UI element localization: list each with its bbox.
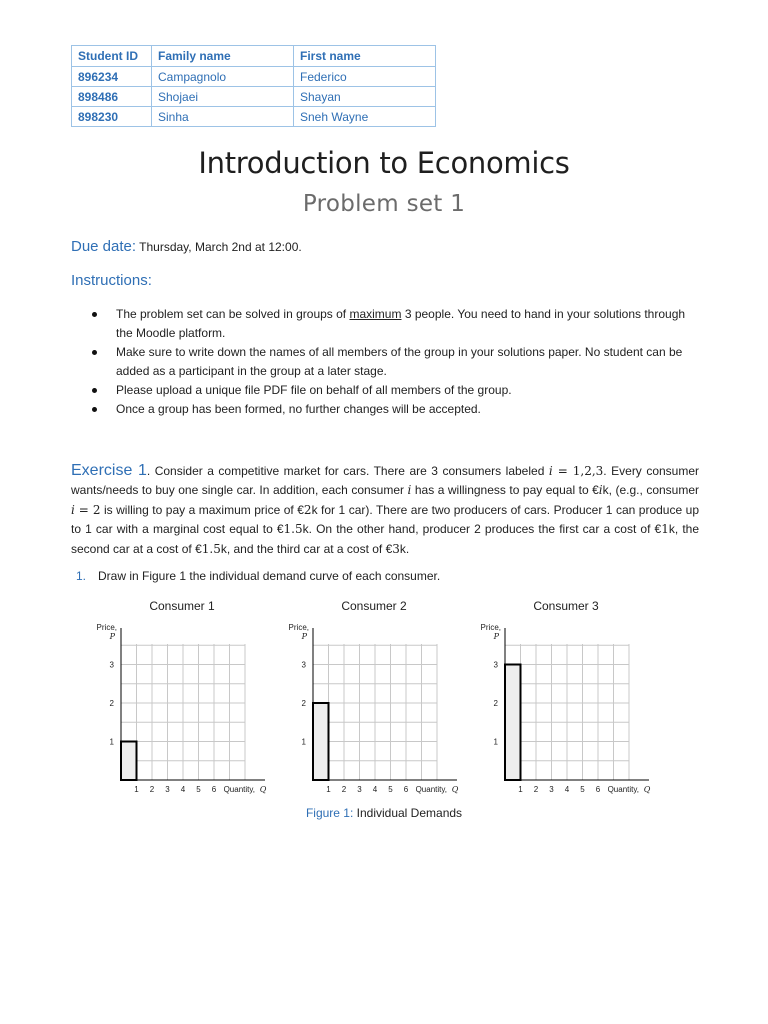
math-value: 1.5 <box>201 541 221 556</box>
exercise-text: k, and the third car at a cost of € <box>220 541 393 556</box>
table-header-row <box>72 46 436 67</box>
family-name-cell: Sinha <box>152 107 294 127</box>
bullet-icon <box>92 388 97 393</box>
x-axis-label: Quantity, <box>415 785 447 794</box>
y-axis-label-symbol: P <box>109 632 115 641</box>
y-axis-label: Price, <box>288 623 309 632</box>
due-date-label: Due date: <box>71 238 137 255</box>
x-axis-label-symbol: Q <box>451 785 459 794</box>
bullet-text: The problem set can be solved in groups of <box>116 307 350 321</box>
family-name-cell: Campagnolo <box>152 67 294 87</box>
due-date-text: Thursday, March 2nd at 12:00. <box>136 240 302 254</box>
bullet-text: Please upload a unique file PDF file on behalf of all members of the group. <box>116 383 512 397</box>
question-1 <box>76 569 440 583</box>
student-id-cell: 898486 <box>72 87 152 107</box>
list-item <box>90 343 700 381</box>
question-number: 1. <box>76 569 87 583</box>
y-tick-label: 3 <box>493 660 498 670</box>
first-name-cell: Sneh Wayne <box>294 107 436 127</box>
math-symbol: i <box>407 483 412 498</box>
exercise-text: has a willingness to pay equal to € <box>411 483 599 498</box>
math-value: = 2 <box>74 502 101 517</box>
instructions-heading: Instructions: <box>71 272 152 289</box>
exercise-text: k, (e.g., consumer <box>602 483 700 498</box>
header-first-name: First name <box>294 46 436 67</box>
bullet-icon <box>92 312 97 317</box>
underlined-word: maximum <box>349 307 402 321</box>
x-tick-label: 1 <box>518 785 523 794</box>
x-tick-label: 5 <box>388 785 393 794</box>
first-name-cell: Shayan <box>294 87 436 107</box>
math-value: = 1,2,3 <box>552 464 604 478</box>
student-id-cell: 896234 <box>72 67 152 87</box>
x-tick-label: 6 <box>211 785 217 794</box>
exercise-1-paragraph <box>71 461 699 559</box>
student-id-cell: 898230 <box>72 107 152 127</box>
exercise-text: is willing to pay a maximum price of € <box>100 502 304 517</box>
x-tick-label: 4 <box>564 785 570 794</box>
bullet-icon <box>92 350 97 355</box>
first-name-cell: Federico <box>294 67 436 87</box>
x-axis-label-symbol: Q <box>259 785 267 794</box>
table-row <box>72 107 436 127</box>
bullet-icon <box>92 407 97 412</box>
bullet-text: Once a group has been formed, no further changes will be accepted. <box>116 402 481 416</box>
figure-1-individual-demands <box>0 590 768 800</box>
y-axis-label: Price, <box>96 623 117 632</box>
exercise-text: . Consider a competitive market for cars. There are 3 consumers labeled <box>146 464 549 478</box>
bullet-text: Make sure to write down the names of all members of the group in your solutions paper. No student can be added as a participant in the group at a later stage. <box>116 345 683 378</box>
x-tick-label: 4 <box>180 785 186 794</box>
document-title: Introduction to Economics <box>198 146 570 180</box>
math-symbol: i <box>598 483 603 498</box>
chart-title: Consumer 2 <box>341 599 407 613</box>
y-tick-label: 1 <box>301 737 306 747</box>
x-axis-label-symbol: Q <box>643 785 651 794</box>
y-tick-label: 2 <box>493 699 498 708</box>
x-tick-label: 5 <box>196 785 201 794</box>
x-tick-label: 2 <box>149 785 155 794</box>
y-tick-label: 1 <box>493 737 498 747</box>
figure-caption-text: Individual Demands <box>353 806 463 820</box>
y-axis-label-symbol: P <box>301 632 307 641</box>
math-value: 1 <box>661 522 669 537</box>
x-tick-label: 2 <box>341 785 347 794</box>
exercise-text: k. <box>399 541 410 556</box>
students-table <box>71 45 436 127</box>
x-tick-label: 4 <box>372 785 378 794</box>
math-symbol: i <box>71 502 75 517</box>
header-student-id: Student ID <box>72 46 152 67</box>
exercise-text: k, the second car at a cost of € <box>71 522 699 556</box>
exercise-text: k. On the other hand, producer 2 produces the first car a cost of € <box>302 522 662 537</box>
instructions-list <box>90 305 700 419</box>
question-text: Draw in Figure 1 the individual demand curve of each consumer. <box>98 569 441 583</box>
demand-bar <box>505 665 521 781</box>
demand-bar <box>121 742 137 781</box>
chart-title: Consumer 3 <box>533 599 599 613</box>
exercise-label: Exercise 1 <box>71 462 147 479</box>
y-tick-label: 2 <box>301 699 306 708</box>
x-tick-label: 2 <box>533 785 539 794</box>
chart-title: Consumer 1 <box>149 599 215 613</box>
x-tick-label: 1 <box>326 785 331 794</box>
y-tick-label: 3 <box>301 660 306 670</box>
figure-caption-label: Figure 1: <box>305 806 354 820</box>
exercise-text: k for 1 car). There are two producers of cars. Producer 1 can produce up to 1 car with a marginal cost equal to € <box>71 502 699 537</box>
document-subtitle: Problem set 1 <box>302 191 466 217</box>
y-tick-label: 1 <box>109 737 114 747</box>
x-tick-label: 3 <box>165 785 170 794</box>
table-row <box>72 67 436 87</box>
math-value: 2 <box>303 502 312 517</box>
x-tick-label: 5 <box>580 785 585 794</box>
math-value: 1.5 <box>283 522 303 537</box>
header-family-name: Family name <box>152 46 294 67</box>
x-tick-label: 6 <box>403 785 409 794</box>
exercise-text: . Every consumer wants/needs to buy one single car. In addition, each consumer <box>71 464 700 498</box>
x-tick-label: 1 <box>134 785 139 794</box>
figure-caption <box>0 806 768 820</box>
due-date <box>71 238 302 255</box>
demand-bar <box>313 703 329 780</box>
y-tick-label: 3 <box>109 660 114 670</box>
list-item <box>90 400 700 419</box>
list-item <box>90 305 700 343</box>
y-axis-label: Price, <box>480 623 501 632</box>
y-tick-label: 2 <box>109 699 114 708</box>
table-row <box>72 87 436 107</box>
math-value: 3 <box>392 541 400 556</box>
y-axis-label-symbol: P <box>493 632 499 641</box>
x-tick-label: 6 <box>595 785 601 794</box>
math-symbol: i <box>548 464 553 478</box>
bullet-text: 3 people. You need to hand in your solutions through the Moodle platform. <box>116 307 686 340</box>
x-axis-label: Quantity, <box>607 785 639 794</box>
x-tick-label: 3 <box>549 785 554 794</box>
family-name-cell: Shojaei <box>152 87 294 107</box>
x-axis-label: Quantity, <box>223 785 255 794</box>
list-item <box>90 381 700 400</box>
x-tick-label: 3 <box>357 785 362 794</box>
